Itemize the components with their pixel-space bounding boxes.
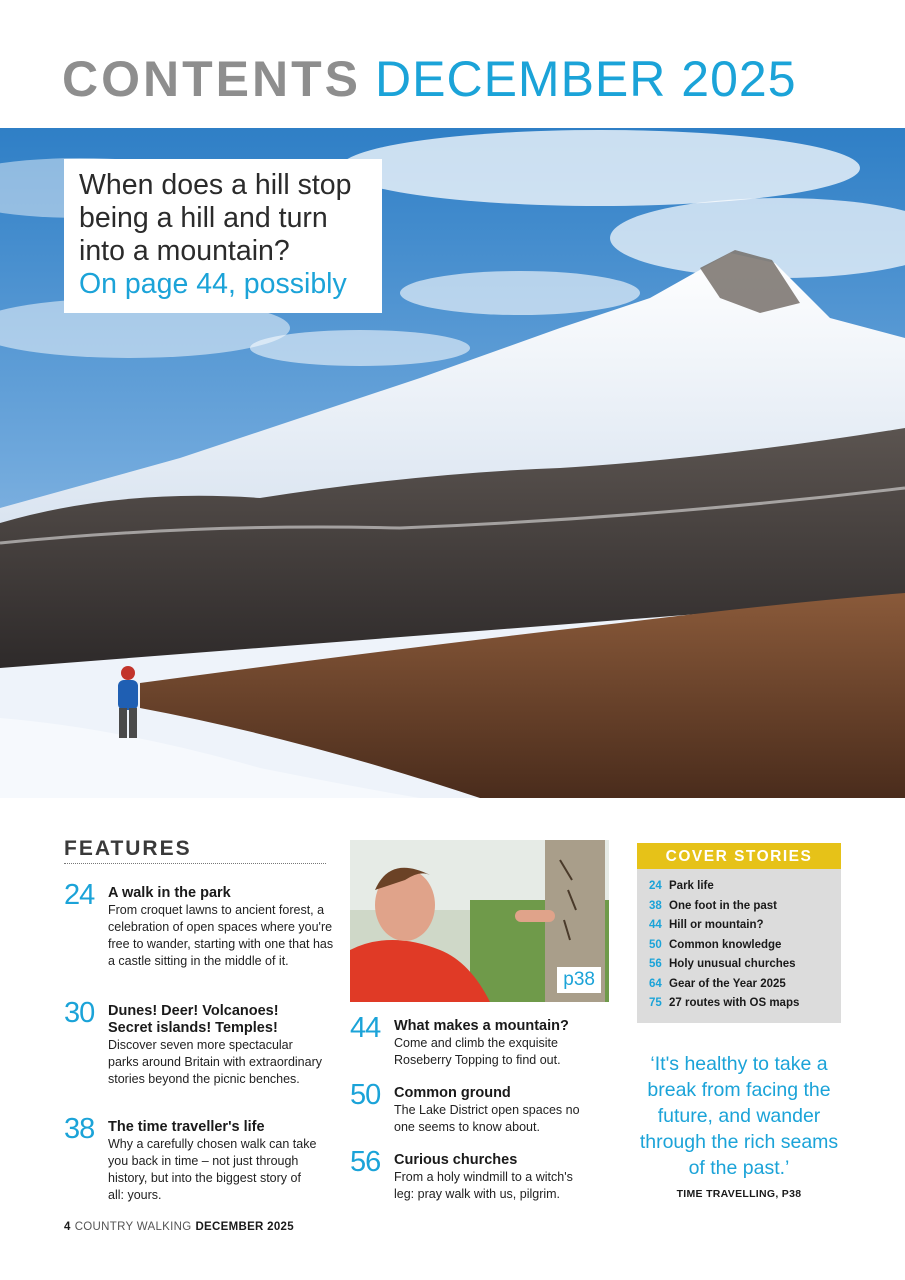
feature-title: A walk in the park — [108, 885, 231, 901]
footer-page-number: 4 — [64, 1221, 71, 1233]
cover-story-number: 64 — [649, 977, 662, 990]
feature-photo — [350, 840, 609, 1002]
page-footer — [64, 1221, 294, 1233]
footer-issue: DECEMBER 2025 — [195, 1221, 294, 1233]
cover-story-number: 56 — [649, 958, 662, 970]
cover-story-label: Hill or mountain? — [669, 919, 764, 931]
cover-story-item[interactable] — [649, 897, 841, 917]
cover-story-item[interactable] — [649, 955, 841, 975]
cover-story-label: Holy unusual churches — [669, 958, 796, 970]
feature-description: From croquet lawns to ancient forest, a celebration of open spaces where you're free to wander, starting with one that has a castle sitting in the middle of it. — [108, 903, 334, 968]
cover-stories-box — [637, 843, 841, 1023]
cover-story-label: 27 routes with OS maps — [669, 997, 800, 1009]
cover-story-item[interactable] — [649, 916, 841, 936]
cover-story-number: 38 — [649, 899, 662, 912]
cover-story-item[interactable] — [649, 877, 841, 897]
footer-magazine-name: COUNTRY WALKING — [74, 1221, 192, 1233]
cover-story-item[interactable] — [649, 975, 841, 995]
pull-quote: ‘It's healthy to take a break from facing the future, and wander through the rich seams of the past.’ — [639, 1053, 839, 1179]
cover-story-number: 44 — [649, 919, 662, 931]
feature-title: Dunes! Deer! Volcanoes! Secret islands! Temples! — [108, 1003, 279, 1036]
hero-callout — [64, 159, 382, 313]
feature-description: Discover seven more spectacular parks around Britain with extraordinary stories beyond the picnic benches. — [108, 1038, 322, 1086]
callout-page-ref: On page 44, possibly — [79, 268, 347, 300]
pull-quote-source: TIME TRAVELLING, P38 — [676, 1188, 802, 1200]
feature-title: Common ground — [394, 1085, 511, 1101]
feature-page-number: 44 — [350, 1012, 381, 1044]
issue-label: DECEMBER 2025 — [375, 51, 797, 107]
features-heading: FEATURES — [64, 837, 326, 864]
feature-description: From a holy windmill to a witch's leg: pray walk with us, pilgrim. — [394, 1170, 573, 1201]
cover-story-number: 50 — [649, 938, 662, 951]
feature-page-number: 50 — [350, 1079, 381, 1111]
callout-question: When does a hill stop being a hill and turn into a mountain? — [79, 169, 352, 267]
cover-story-item[interactable] — [649, 994, 841, 1014]
feature-page-number: 24 — [64, 879, 95, 911]
cover-story-label: One foot in the past — [669, 899, 777, 912]
page-title — [62, 50, 797, 110]
cover-story-number: 75 — [649, 997, 662, 1009]
feature-title: The time traveller's life — [108, 1119, 265, 1135]
cover-story-label: Park life — [669, 880, 714, 892]
feature-description: The Lake District open spaces no one seems to know about. — [394, 1103, 580, 1134]
cover-story-label: Gear of the Year 2025 — [669, 977, 786, 990]
cover-story-number: 24 — [649, 880, 662, 892]
contents-label: CONTENTS — [62, 51, 361, 107]
photo-page-tag: p38 — [557, 967, 601, 993]
feature-page-number: 38 — [64, 1113, 95, 1145]
cover-story-label: Common knowledge — [669, 938, 782, 951]
feature-title: What makes a mountain? — [394, 1018, 569, 1034]
cover-story-item[interactable] — [649, 936, 841, 956]
feature-description: Come and climb the exquisite Roseberry Topping to find out. — [394, 1036, 561, 1067]
feature-description: Why a carefully chosen walk can take you back in time – not just through history, but into the biggest story of all: yours. — [108, 1137, 317, 1202]
feature-page-number: 30 — [64, 997, 95, 1029]
cover-stories-heading: COVER STORIES — [637, 843, 841, 869]
cover-stories-list — [637, 869, 841, 1014]
feature-title: Curious churches — [394, 1152, 518, 1168]
feature-page-number: 56 — [350, 1146, 381, 1178]
